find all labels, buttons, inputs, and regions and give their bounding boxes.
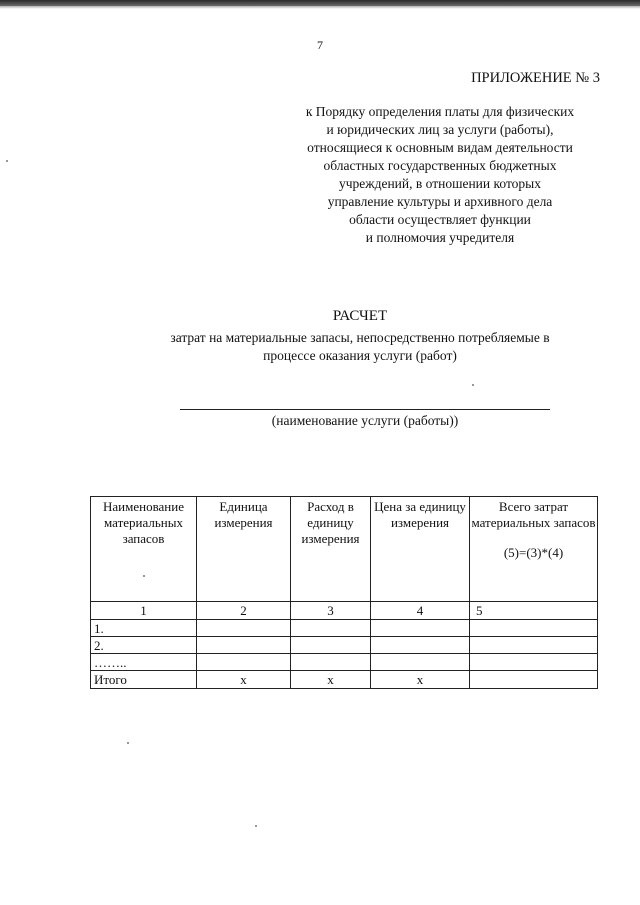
service-name-blank-line [180,409,550,410]
table-cell [197,620,291,637]
table-row [91,620,598,637]
material-costs-table [90,496,598,689]
scan-speck [6,160,8,162]
table-cell [371,654,470,671]
header-material-name: Наименование материальных запасов [91,497,197,602]
table-cell [197,637,291,654]
appendix-reference-line: области осуществляет функции [349,212,531,227]
header-total-costs [470,497,598,602]
scan-top-edge-shadow [0,6,640,9]
column-number: 4 [371,602,470,620]
table-cell [371,620,470,637]
appendix-reference-line: управление культуры и архивного дела [327,194,553,209]
scan-speck [143,575,145,577]
table-cell [470,620,598,637]
header-consumption-per-unit: Расход в единицу измерения [291,497,371,602]
appendix-reference [270,103,610,247]
total-label: Итого [91,671,197,689]
total-cell: х [291,671,371,689]
table-cell [291,654,371,671]
table-row [91,654,598,671]
column-number: 3 [291,602,371,620]
appendix-reference-line: и юридических лиц за услуги (работы), [326,122,554,137]
table-cell: …….. [91,654,197,671]
table-header-row [91,497,598,602]
page-number: 7 [317,38,323,52]
table-cell [197,654,291,671]
header-unit: Единица измерения [197,497,291,602]
appendix-reference-line: учреждений, в отношении которых [338,176,541,191]
appendix-title: ПРИЛОЖЕНИЕ № 3 [471,70,600,86]
table-cell [470,637,598,654]
column-number: 2 [197,602,291,620]
document-subtitle-line: затрат на материальные запасы, непосредственно потребляемые в [170,330,550,345]
table-cell: 1. [91,620,197,637]
total-cell [470,671,598,689]
appendix-reference-line: и полномочия учредителя [365,230,515,245]
appendix-reference-line: к Порядку определения платы для физических [305,104,575,119]
header-price-per-unit: Цена за единицу измерения [371,497,470,602]
appendix-reference-line: областных государственных бюджетных [323,158,557,173]
document-subtitle-line: процессе оказания услуги (работ) [263,348,457,363]
table-cell [291,637,371,654]
total-cell: х [371,671,470,689]
scan-speck [255,825,257,827]
table-cell [291,620,371,637]
column-number-row [91,602,598,620]
column-number: 5 [470,602,598,620]
table-total-row [91,671,598,689]
total-cell: х [197,671,291,689]
table-cell: 2. [91,637,197,654]
column-number: 1 [91,602,197,620]
header-total-costs-label: Всего затрат материальных запасов [471,499,596,530]
document-subtitle [60,329,640,365]
scan-speck [472,384,474,386]
service-name-caption: (наименование услуги (работы)) [271,413,459,428]
header-total-costs-formula: (5)=(3)*(4) [503,545,564,560]
table-cell [371,637,470,654]
document-title: РАСЧЕТ [332,308,388,324]
table-row [91,637,598,654]
scan-speck [127,742,129,744]
appendix-reference-line: относящиеся к основным видам деятельности [307,140,573,155]
table-cell [470,654,598,671]
